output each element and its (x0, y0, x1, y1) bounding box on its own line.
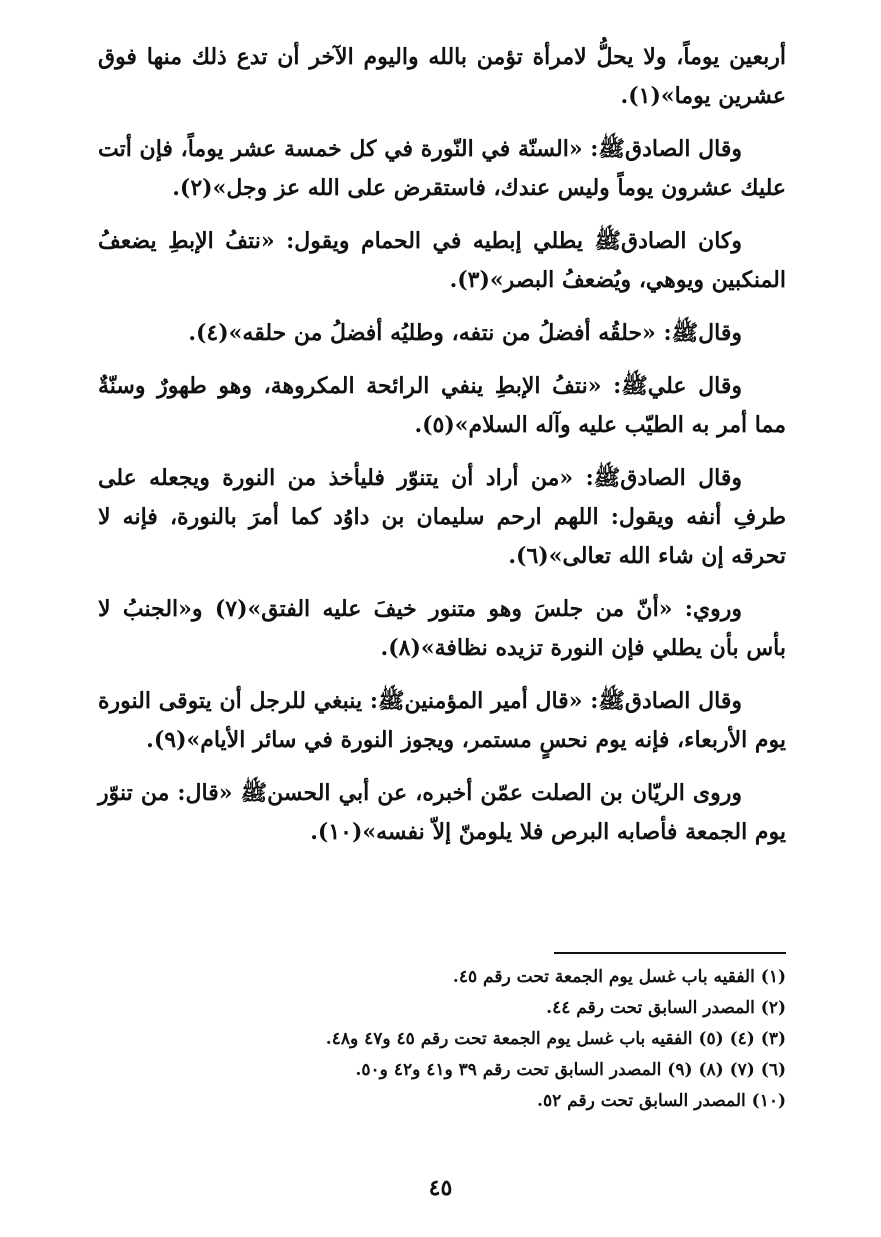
footnote: (٦) (٧) (٨) (٩) المصدر السابق تحت رقم ٣٩ و٤١ و٤٢ و٥٠. (355, 1060, 786, 1080)
paragraph-sadiq-armpits: وكان الصادقﷺ يطلي إبطيه في الحمام ويقول: «نتفُ الإبطِ يضعفُ المنكبين ويوهي، ويُضعفُ البصر»(٣). (98, 228, 786, 293)
paragraph-shaving-better: وقالﷺ: «حلقُه أفضلُ من نتفه، وطليُه أفضلُ من حلقه»(٤). (188, 320, 742, 346)
footnote-separator (554, 952, 786, 954)
main-text (98, 38, 786, 866)
footnotes (98, 962, 786, 1117)
footnote: (٢) المصدر السابق تحت رقم ٤٤. (546, 998, 786, 1018)
paragraph-wednesday: وقال الصادقﷺ: «قال أمير المؤمنينﷺ: ينبغي للرجل أن يتوقى النورة يوم الأربعاء، فإنه يوم نحسٍ مستمر، ويجوز النورة في سائر الأيام»(٩). (98, 688, 786, 753)
paragraph-friday: وروى الريّان بن الصلت عمّن أخبره، عن أبي الحسنﷺ «قال: من تنوّر يوم الجمعة فأصابه البرص فلا يلومنّ إلاّ نفسه»(١٠). (98, 780, 786, 845)
paragraph-sadiq-nose: وقال الصادقﷺ: «من أراد أن يتنوّر فليأخذ من النورة ويجعله على طرفِ أنفه ويقول: اللهم ارحم سليمان بن داوُد كما أمرَ بالنورة، فإنه لا تحرقه إن شاء الله تعالى»(٦). (98, 465, 786, 569)
footnote: (١٠) المصدر السابق تحت رقم ٥٢. (537, 1091, 786, 1111)
paragraph-continuation: أربعين يوماً، ولا يحلُّ لامرأة تؤمن بالله واليوم الآخر أن تدع ذلك منها فوق عشرين يوما»(١). (98, 44, 786, 109)
paragraph-sadiq-nura-period: وقال الصادقﷺ: «السنّة في النّورة في كل خمسة عشر يوماً، فإن أتت عليك عشرون يوماً وليس عندك، فاستقرض على الله عز وجل»(٢). (98, 136, 786, 201)
paragraph-ali-plucking: وقال عليﷺ: «نتفُ الإبطِ ينفي الرائحة المكروهة، وهو طهورٌ وسنّةٌ مما أمر به الطيّب عليه وآله السلام»(٥). (98, 373, 786, 438)
footnote: (٣) (٤) (٥) الفقيه باب غسل يوم الجمعة تحت رقم ٤٥ و٤٧ و٤٨. (325, 1029, 786, 1049)
paragraph-narrated-sitting: وروي: «أنّ من جلسَ وهو متنور خيفَ عليه الفتق»(٧) و«الجنبُ لا بأس بأن يطلي فإن النورة تزيده نظافة»(٨). (98, 596, 786, 661)
page-number: ٤٥ (428, 1175, 453, 1201)
footnote: (١) الفقيه باب غسل يوم الجمعة تحت رقم ٤٥. (452, 967, 786, 987)
